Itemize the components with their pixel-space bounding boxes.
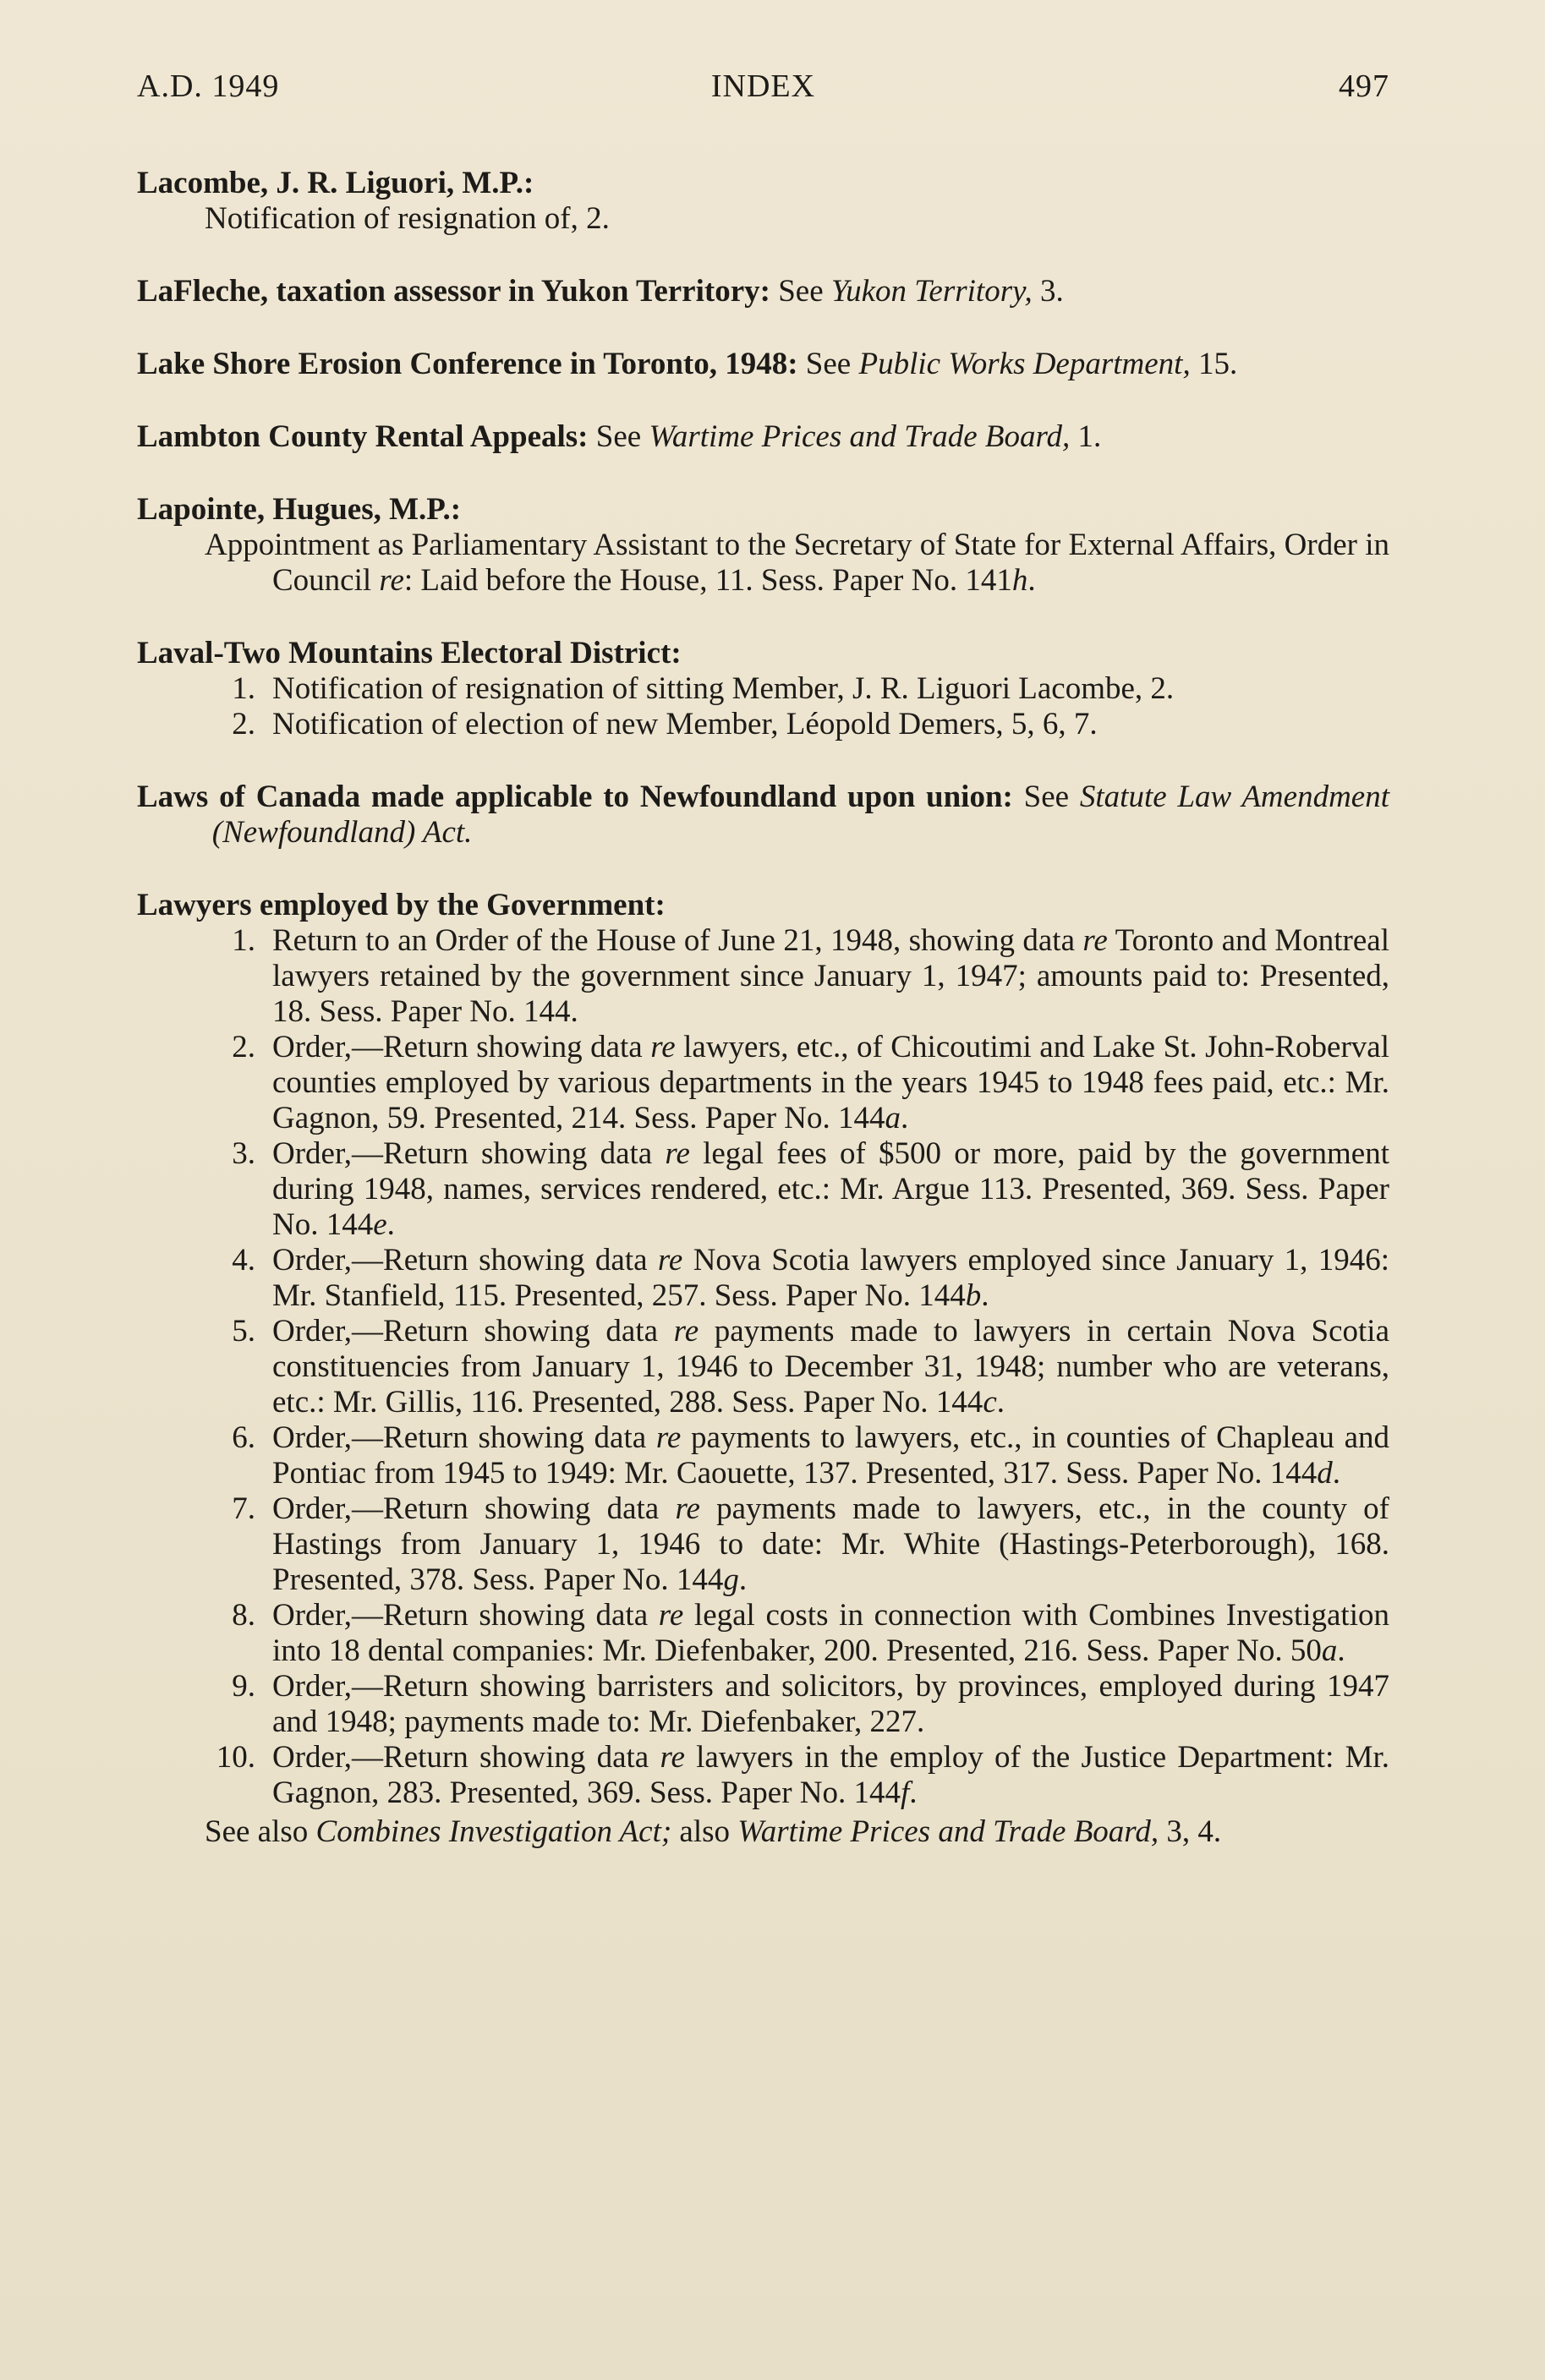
item-text: . — [738, 1562, 748, 1597]
cross-reference: Wartime Prices and Trade Board, — [649, 419, 1071, 454]
see-also-line — [137, 1814, 1389, 1850]
index-entry-lambton — [137, 419, 1389, 455]
list-item — [137, 1491, 1389, 1598]
cross-reference: Yukon Territory, — [830, 274, 1033, 309]
index-entry-lafleche — [137, 274, 1389, 309]
page-number: 497 — [1339, 68, 1389, 104]
re-word: re — [379, 563, 404, 598]
index-entry-lawyers-employed — [137, 888, 1389, 1850]
list-item — [137, 1030, 1389, 1136]
entry-subline — [137, 528, 1389, 599]
entry-heading: Lapointe, Hugues, M.P.: — [137, 492, 462, 527]
paper-suffix: g — [723, 1562, 739, 1597]
item-text: Toronto and Montreal lawyers retained by the government since January 1, 1947; amounts paid to: Presented, 18. Sess. Paper No. 144. — [272, 923, 1390, 1029]
item-text: . — [1332, 1456, 1341, 1491]
item-text: . — [996, 1385, 1005, 1420]
reference-pages: 15. — [1190, 347, 1238, 381]
item-number: 9. — [232, 1669, 255, 1704]
numbered-list — [137, 923, 1389, 1811]
subline-text: : Laid before the House, 11. Sess. Paper No. 141 — [403, 563, 1012, 598]
list-item — [137, 1420, 1389, 1491]
item-text: Order,—Return showing data — [272, 1030, 651, 1064]
list-item — [137, 1314, 1389, 1420]
cross-reference: Wartime Prices and Trade Board, — [737, 1814, 1159, 1849]
entry-heading: Lawyers employed by the Government: — [137, 888, 666, 922]
paper-suffix: f — [901, 1775, 910, 1810]
item-text: . — [909, 1775, 918, 1810]
index-entry-lake-shore — [137, 347, 1389, 382]
item-number: 7. — [232, 1491, 255, 1526]
item-text: legal costs in connection with Combines Investigation into 18 dental companies: Mr. Diefenbaker, 200. Presented, 216. Sess. Paper No. 50 — [272, 1598, 1389, 1668]
see-also-word: also — [671, 1814, 738, 1849]
item-text: Order,—Return showing barristers and solicitors, by provinces, employed during 1947 and 1948; payments made to: Mr. Diefenbaker, 227. — [272, 1669, 1389, 1739]
reference-pages: 1. — [1070, 419, 1102, 454]
item-number: 5. — [232, 1314, 255, 1349]
item-text: Nova Scotia lawyers employed since January 1, 1946: Mr. Stanfield, 115. Presented, 257. Sess. Paper No. 144 — [272, 1243, 1389, 1313]
item-text: . — [1337, 1633, 1345, 1668]
paper-suffix: a — [885, 1101, 901, 1135]
item-text: Order,—Return showing data — [272, 1136, 666, 1171]
re-word: re — [658, 1598, 684, 1633]
list-item — [137, 671, 1389, 707]
paper-suffix: c — [983, 1385, 997, 1420]
item-text: . — [386, 1207, 395, 1242]
running-head — [137, 68, 1389, 115]
item-text: Notification of resignation of sitting Member, J. R. Liguori Lacombe, 2. — [272, 671, 1175, 706]
item-text: lawyers, etc., of Chicoutimi and Lake St. John-Roberval counties employed by various departments in the years 1945 to 1948 fees paid, etc.: Mr. Gagnon, 59. Presented, 214. Sess. Paper No. 144 — [272, 1030, 1389, 1135]
item-text: Notification of election of new Member, Léopold Demers, 5, 6, 7. — [272, 707, 1098, 741]
entry-heading: Lacombe, J. R. Liguori, M.P.: — [137, 166, 534, 200]
item-number: 2. — [232, 1030, 255, 1064]
subline-text: Appointment as Parliamentary Assistant to the Secretary of State for External Affairs, Order in Council — [205, 528, 1389, 598]
entry-heading: Laws of Canada made applicable to Newfoundland upon union: — [137, 780, 1013, 814]
reference-pages: 3, 4. — [1159, 1814, 1222, 1849]
item-text: lawyers in the employ of the Justice Department: Mr. Gagnon, 283. Presented, 369. Sess. Paper No. 144 — [272, 1740, 1389, 1810]
list-item — [137, 1243, 1389, 1314]
item-text: . — [981, 1278, 989, 1313]
header-year: A.D. 1949 — [137, 68, 280, 104]
subline-text: . — [1027, 563, 1036, 598]
index-entry-lacombe — [137, 166, 1389, 237]
list-item — [137, 1136, 1389, 1243]
numbered-list — [137, 671, 1389, 742]
paper-suffix: d — [1317, 1456, 1333, 1491]
item-number: 1. — [232, 923, 255, 958]
re-word: re — [660, 1740, 685, 1775]
item-text: payments to lawyers, etc., in counties of Chapleau and Pontiac from 1945 to 1949: Mr. Caouette, 137. Presented, 317. Sess. Paper No. 144 — [272, 1420, 1389, 1491]
item-number: 10. — [216, 1740, 255, 1775]
cross-reference: Combines Investigation Act; — [315, 1814, 672, 1849]
index-entry-lapointe — [137, 492, 1389, 599]
item-number: 6. — [232, 1420, 255, 1455]
item-text: Order,—Return showing data — [272, 1598, 659, 1633]
re-word: re — [657, 1243, 683, 1278]
header-title: INDEX — [710, 68, 816, 104]
see-word: See — [770, 274, 831, 309]
re-word: re — [675, 1491, 700, 1526]
item-text: Order,—Return showing data — [272, 1420, 656, 1455]
paper-suffix: b — [965, 1278, 982, 1313]
item-text: Order,—Return showing data — [272, 1243, 658, 1278]
re-word: re — [665, 1136, 690, 1171]
cross-reference: Public Works Department, — [858, 347, 1191, 381]
reference-pages: 3. — [1032, 274, 1064, 309]
entry-heading: Laval-Two Mountains Electoral District: — [137, 636, 682, 670]
item-number: 8. — [232, 1598, 255, 1633]
item-text: payments made to lawyers, etc., in the county of Hastings from January 1, 1946 to date: Mr. White (Hastings-Peterborough), 168. Presented, 378. Sess. Paper No. 144 — [272, 1491, 1389, 1597]
re-word: re — [673, 1314, 699, 1349]
paper-suffix: a — [1321, 1633, 1338, 1668]
item-number: 4. — [232, 1243, 255, 1278]
item-text: Return to an Order of the House of June 21, 1948, showing data — [272, 923, 1083, 958]
item-text: Order,—Return showing data — [272, 1491, 676, 1526]
entry-subline: Notification of resignation of, 2. — [205, 201, 610, 236]
see-word: See — [588, 419, 649, 454]
item-text: . — [901, 1101, 909, 1135]
item-number: 2. — [232, 707, 255, 741]
item-number: 3. — [232, 1136, 255, 1171]
entry-heading: Lake Shore Erosion Conference in Toronto, 1948: — [137, 347, 798, 381]
item-text: legal fees of $500 or more, paid by the government during 1948, names, services rendered, etc.: Mr. Argue 113. Presented, 369. Sess. Paper No. 144 — [272, 1136, 1390, 1242]
index-entry-laws-of-canada — [137, 780, 1389, 851]
list-item — [137, 1740, 1389, 1811]
re-word: re — [1082, 923, 1108, 958]
list-item — [137, 923, 1389, 1030]
index-entry-laval-two-mountains — [137, 636, 1389, 742]
see-word: See — [797, 347, 859, 381]
paper-suffix: e — [373, 1207, 387, 1242]
cross-reference: Statute Law Amendment (Newfoundland) Act. — [211, 780, 1389, 850]
re-word: re — [650, 1030, 676, 1064]
entry-heading: Lambton County Rental Appeals: — [137, 419, 589, 454]
item-text: Order,—Return showing data — [272, 1314, 674, 1349]
see-also-word: See also — [205, 1814, 316, 1849]
paper-suffix: h — [1011, 563, 1028, 598]
list-item — [137, 1669, 1389, 1740]
item-number: 1. — [232, 671, 255, 706]
re-word: re — [655, 1420, 682, 1455]
item-text: payments made to lawyers in certain Nova Scotia constituencies from January 1, 1946 to December 31, 1948; number who are veterans, etc.: Mr. Gillis, 116. Presented, 288. Sess. Paper No. 144 — [272, 1314, 1389, 1420]
item-text: Order,—Return showing data — [272, 1740, 660, 1775]
see-word: See — [1012, 780, 1080, 814]
list-item — [137, 707, 1389, 742]
list-item — [137, 1598, 1389, 1669]
entry-heading: LaFleche, taxation assessor in Yukon Territory: — [137, 274, 770, 309]
